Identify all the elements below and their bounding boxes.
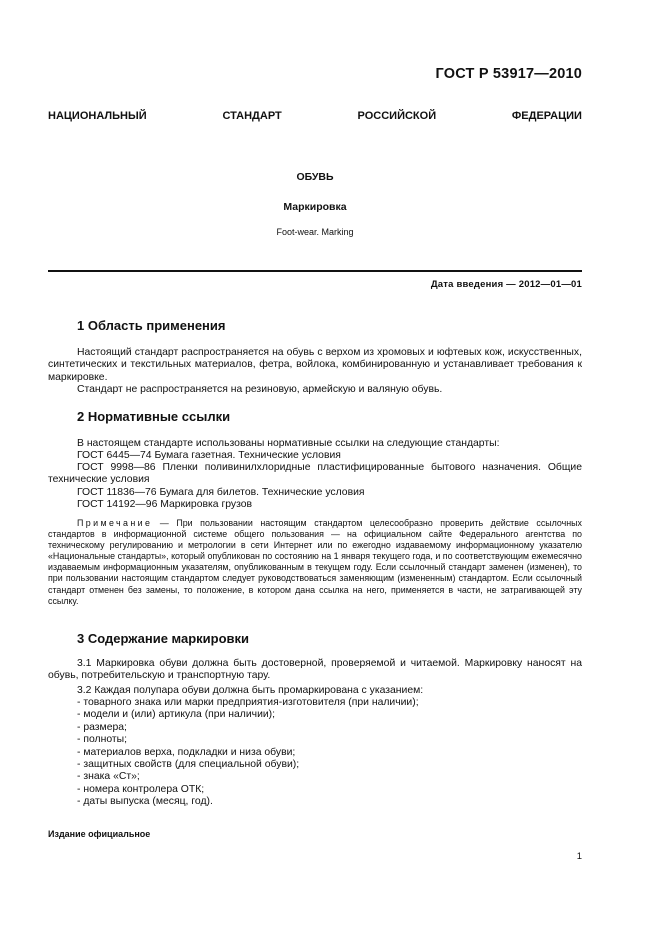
list-item: - товарного знака или марки предприятия-изготовителя (при наличии);	[77, 697, 419, 708]
banner-word: СТАНДАРТ	[222, 110, 282, 122]
reference-gost-11836: ГОСТ 11836—76 Бумага для билетов. Технические условия	[77, 487, 365, 498]
list-item: - полноты;	[77, 734, 127, 746]
document-title: ОБУВЬ	[296, 171, 334, 183]
section-2-heading: 2 Нормативные ссылки	[77, 409, 231, 424]
page-number: 1	[576, 851, 582, 862]
section-1-text: Настоящий стандарт распространяется на обувь с верхом из хромовых и юфтевых кож, искусственных, синтетических и текстильных материалов, фетра, войлока, комбинированную и устанавливает требования к маркировке.	[48, 347, 582, 383]
list-item: - защитных свойств (для специальной обуви);	[77, 759, 300, 771]
reference-gost-14192: ГОСТ 14192—96 Маркировка грузов	[77, 499, 253, 510]
list-item: - размера;	[77, 721, 127, 733]
official-edition-label: Издание официальное	[48, 829, 151, 839]
banner-word: НАЦИОНАЛЬНЫЙ	[48, 110, 147, 122]
banner-word: ФЕДЕРАЦИИ	[511, 110, 582, 122]
list-item: - номера контролера ОТК;	[77, 783, 205, 795]
section-1-paragraph	[48, 347, 582, 384]
marking-list	[77, 697, 419, 809]
list-item: - материалов верха, подкладки и низа обуви;	[77, 746, 296, 758]
section-2-intro: В настоящем стандарте использованы нормативные ссылки на следующие стандарты:	[77, 438, 500, 449]
list-item: - знака «Ст»;	[77, 771, 140, 783]
clause-3-1-text: 3.1 Маркировка обуви должна быть достоверной, проверяемой и читаемой. Маркировку наносят на обувь, потребительскую и транспортную тару.	[48, 658, 582, 682]
title-divider	[48, 270, 582, 272]
section-3-heading: 3 Содержание маркировки	[77, 631, 250, 646]
reference-gost-6445: ГОСТ 6445—74 Бумага газетная. Технические условия	[77, 450, 341, 461]
standard-code: ГОСТ Р 53917—2010	[435, 66, 582, 82]
note-block	[48, 518, 582, 607]
list-item: - даты выпуска (месяц, год).	[77, 796, 213, 808]
note-text: — При пользовании настоящим стандартом целесообразно проверить действие ссылочных стандартов в информационной системе общего пользования — на официальном сайте Федерального агентства по техническому регулированию и метрологии в сети Интернет или по ежегодно издаваемому информационному указателю «Национальные стандарты», который опубликован по состоянию на 1 января текущего года, и по соответствующим ежемесячно издаваемым информационным указателям, опубликованным в текущем году. Если ссылочный стандарт заменен (изменен), то при пользовании настоящим стандартом следует руководствоваться заменяющим (измененным) стандартом. Если ссылочный стандарт отменен без замены, то положение, в котором дана ссылка на него, применяется в части, не затрагивающей эту ссылку.	[48, 518, 582, 606]
list-item: - модели и (или) артикула (при наличии);	[77, 709, 276, 721]
clause-3-1	[48, 658, 582, 683]
reference-gost-9998-text: ГОСТ 9998—86 Пленки поливинилхлоридные пластифицированные бытового назначения. Общие технические условия	[48, 462, 582, 486]
section-1-heading: 1 Область применения	[77, 318, 226, 333]
intro-date: Дата введения — 2012—01—01	[430, 279, 582, 290]
english-title: Foot-wear. Marking	[276, 227, 354, 237]
reference-gost-9998	[48, 462, 582, 487]
section-1-exclusion: Стандарт не распространяется на резиновую, армейскую и валяную обувь.	[77, 384, 443, 395]
note-label: Примечание	[77, 518, 153, 528]
clause-3-2: 3.2 Каждая полупара обуви должна быть промаркирована с указанием:	[77, 685, 424, 696]
document-subtitle: Маркировка	[283, 201, 347, 213]
national-standard-banner	[48, 110, 582, 122]
banner-word: РОССИЙСКОЙ	[357, 110, 437, 122]
